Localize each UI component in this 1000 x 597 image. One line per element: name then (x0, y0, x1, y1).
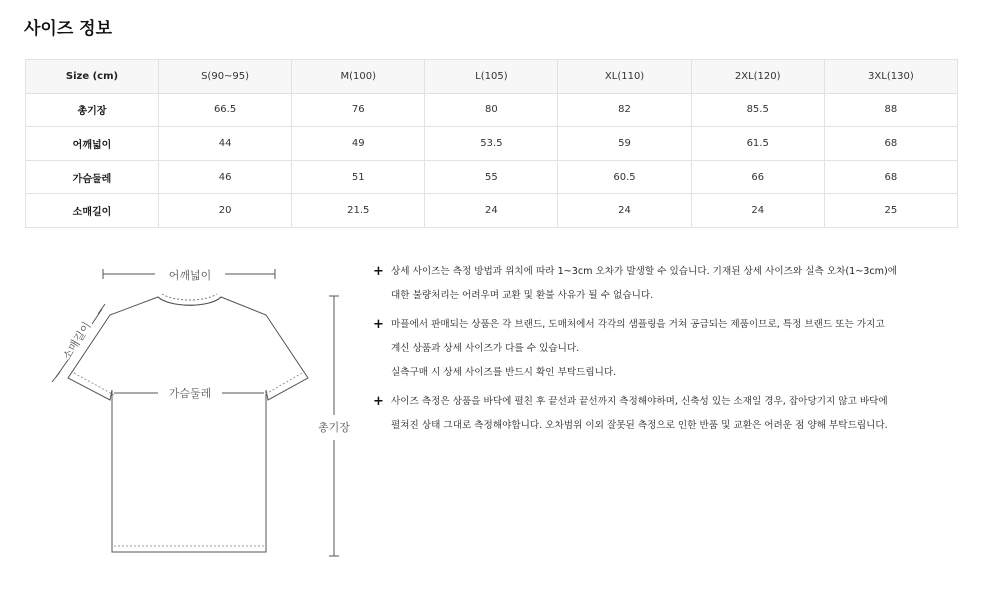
column-header: L(105) (425, 60, 558, 94)
sleeve-length-label: 소매길이 (60, 319, 94, 363)
total-length-label: 총기장 (318, 421, 350, 434)
tshirt-measurement-diagram (30, 250, 360, 570)
column-header: S(90~95) (159, 60, 292, 94)
table-cell: 21.5 (292, 194, 425, 228)
table-cell: 53.5 (425, 127, 558, 161)
row-label: 소매길이 (26, 194, 159, 228)
page-title: 사이즈 정보 (24, 19, 113, 39)
note-line: 대한 불량처리는 어려우며 교환 및 환불 사유가 될 수 없습니다. (391, 290, 654, 301)
column-header: 3XL(130) (824, 60, 957, 94)
shoulder-width-label: 어깨넓이 (168, 269, 212, 282)
table-cell: 20 (159, 194, 292, 228)
tshirt-collar (162, 294, 217, 300)
table-cell: 66 (691, 160, 824, 194)
table-cell: 60.5 (558, 160, 691, 194)
note-line: 사이즈 측정은 상품을 바닥에 펼친 후 끝선과 끝선까지 측정해야하며, 신축성 있는 소재일 경우, 잡아당기지 않고 바닥에 (391, 396, 888, 407)
table-cell: 55 (425, 160, 558, 194)
table-cell: 24 (558, 194, 691, 228)
table-row (26, 160, 958, 194)
row-label: 총기장 (26, 93, 159, 127)
column-header: Size (cm) (26, 60, 159, 94)
table-cell: 44 (159, 127, 292, 161)
chest-label: 가슴둘레 (168, 387, 212, 400)
table-cell: 85.5 (691, 93, 824, 127)
table-cell: 68 (824, 160, 957, 194)
table-cell: 88 (824, 93, 957, 127)
note-line: 계신 상품과 상세 사이즈가 다를 수 있습니다. (391, 343, 580, 354)
plus-icon: + (373, 394, 384, 409)
table-row (26, 127, 958, 161)
row-label: 어깨넓이 (26, 127, 159, 161)
table-cell: 24 (691, 194, 824, 228)
table-cell: 66.5 (159, 93, 292, 127)
note-line: 상세 사이즈는 측정 방법과 위치에 따라 1~3cm 오차가 발생할 수 있습니다. 기재된 상세 사이즈와 실측 오차(1~3cm)에 (391, 266, 897, 277)
note-item (373, 260, 973, 308)
note-line: 마플에서 판매되는 상품은 각 브랜드, 도매처에서 각각의 샘플링을 거쳐 공급되는 제품이므로, 특정 브랜드 또는 가지고 (391, 319, 885, 330)
note-item (373, 390, 973, 438)
table-header-row (26, 60, 958, 94)
size-table (25, 59, 958, 228)
note-line: 펼쳐진 상태 그대로 측정해야합니다. 오차범위 이외 잘못된 측정으로 인한 반품 및 교환은 어려운 점 양해 부탁드립니다. (391, 420, 888, 431)
note-line: 실측구매 시 상세 사이즈를 반드시 확인 부탁드립니다. (391, 367, 617, 378)
table-cell: 25 (824, 194, 957, 228)
plus-icon: + (373, 264, 384, 279)
table-row (26, 93, 958, 127)
size-notes (373, 260, 973, 443)
column-header: XL(110) (558, 60, 691, 94)
table-cell: 51 (292, 160, 425, 194)
row-label: 가슴둘레 (26, 160, 159, 194)
table-cell: 46 (159, 160, 292, 194)
table-cell: 59 (558, 127, 691, 161)
table-cell: 24 (425, 194, 558, 228)
table-cell: 68 (824, 127, 957, 161)
plus-icon: + (373, 317, 384, 332)
table-cell: 49 (292, 127, 425, 161)
column-header: M(100) (292, 60, 425, 94)
tshirt-outline (68, 297, 308, 552)
note-item (373, 313, 973, 385)
table-cell: 82 (558, 93, 691, 127)
column-header: 2XL(120) (691, 60, 824, 94)
table-row (26, 194, 958, 228)
table-cell: 76 (292, 93, 425, 127)
table-cell: 80 (425, 93, 558, 127)
table-cell: 61.5 (691, 127, 824, 161)
